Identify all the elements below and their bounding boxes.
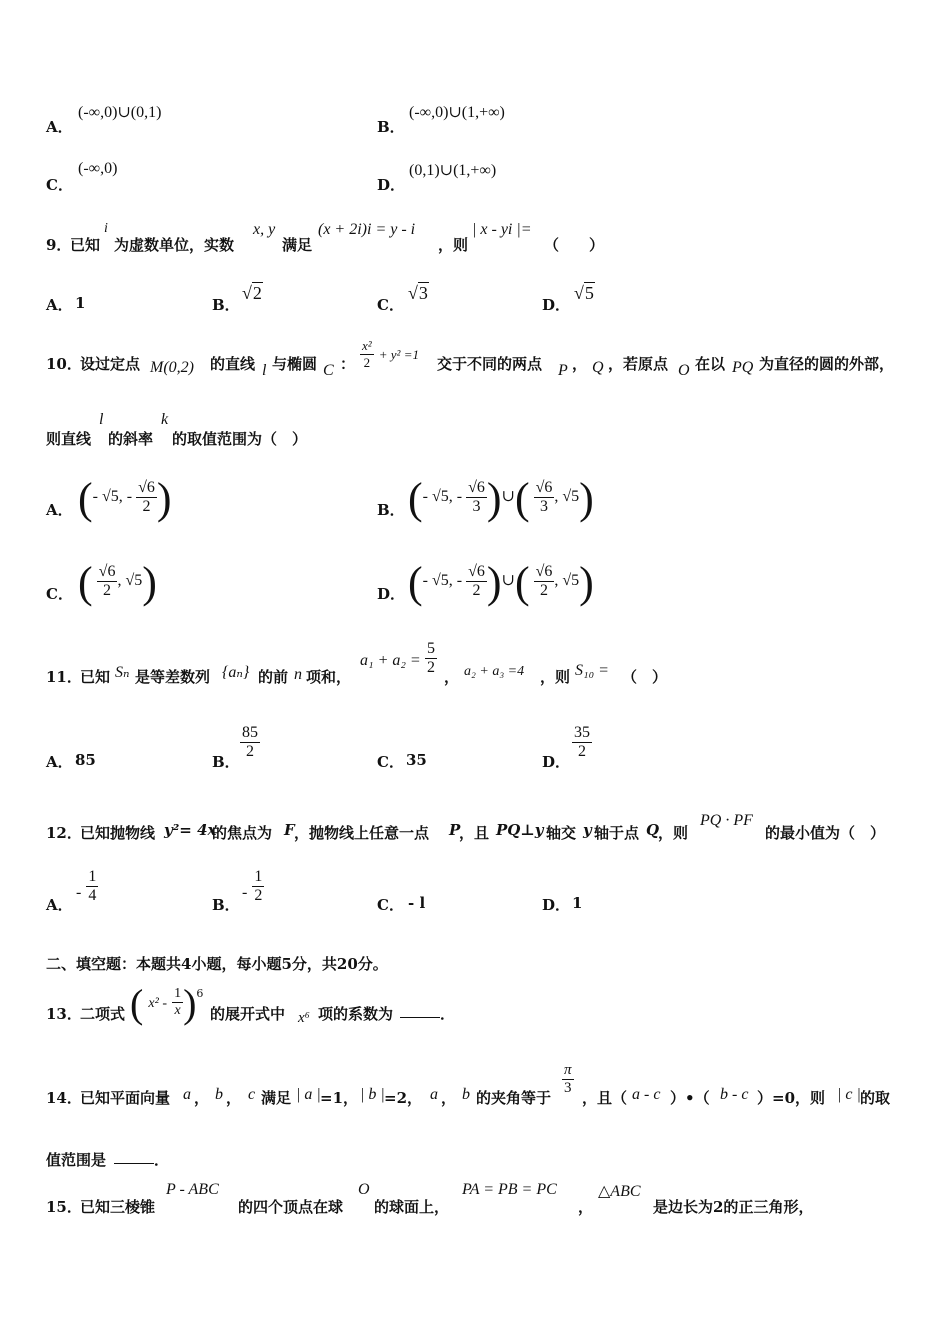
q12-text-8: 的最小值为（ ） xyxy=(765,824,886,842)
q13-text-2: 的展开式中 xyxy=(210,1005,286,1023)
q14-math-pi-third xyxy=(562,1062,574,1097)
q9-option-c-label: C． xyxy=(377,296,404,314)
q8-option-d-label: D． xyxy=(377,176,406,194)
q11-option-a-label: A． xyxy=(46,753,73,771)
q11-text-1: 已知 xyxy=(80,668,111,686)
q10-text-7: ，若原点 xyxy=(608,355,669,373)
q12-math-f: F xyxy=(284,821,295,839)
q14-line2-text-2: ． xyxy=(154,1151,170,1169)
q11-option-d-den: 2 xyxy=(572,742,592,761)
q9-option-a-value: 1 xyxy=(75,294,86,312)
q13-binomial-exponent: 6 xyxy=(196,986,204,1000)
q11-option-a-value: 85 xyxy=(75,751,96,769)
q14-number: 14． xyxy=(46,1089,82,1107)
q9-option-a-label: A． xyxy=(46,296,73,314)
q13-number: 13． xyxy=(46,1005,82,1023)
q10-math-c: C xyxy=(323,362,334,379)
q10-ellipse-rest: + y² =1 xyxy=(378,347,419,362)
q11-option-d-num: 35 xyxy=(574,724,590,741)
q9-option-c-math: √3 xyxy=(408,283,428,303)
q14-text-9: ，且（ xyxy=(582,1089,628,1107)
q15-text-1: 已知三棱锥 xyxy=(80,1198,156,1216)
q10-math-o: O xyxy=(678,362,690,379)
q10-math-l: l xyxy=(262,362,267,379)
q10-option-c-math: ( $\frac{√6}{2}$ , √5) xyxy=(78,558,157,607)
q12-math-q: Q xyxy=(646,821,660,839)
q13-math-x6: x⁶ xyxy=(298,1010,310,1026)
q10-text-4: ： xyxy=(340,355,356,373)
q11-math-sn: Sₙ xyxy=(115,664,130,681)
q13-math-binomial: ( x² - $\frac{1}{x}$ )$^6$ xyxy=(130,981,204,1026)
q12-option-a-math xyxy=(76,868,98,905)
q13-binomial-den: x xyxy=(172,1002,183,1019)
q10-text-9: 为直径的圆的外部， xyxy=(759,355,895,373)
q11-math-s10: S₁₀ = xyxy=(575,662,609,679)
q14-math-a2: a xyxy=(430,1086,438,1103)
q12-option-a-den: 4 xyxy=(88,887,97,904)
q14-math-a-minus-c: a - c xyxy=(632,1086,661,1103)
q12-text-4: ，且 xyxy=(459,824,490,842)
q11-option-b-label: B． xyxy=(212,753,240,771)
q9-paren: （ ） xyxy=(544,236,605,254)
q14-math-abs-a: | a | xyxy=(296,1086,321,1103)
q9-math-i: i xyxy=(104,221,108,236)
q10-option-c-label: C． xyxy=(46,585,73,603)
q13-binomial-num: 1 xyxy=(174,986,182,1001)
q9-option-d-radicand: 5 xyxy=(584,283,594,303)
q10-option-a-math: (- √5, - $\frac{√6}{2}$ ) xyxy=(78,474,172,523)
q14-math-c: c xyxy=(248,1086,256,1103)
q9-math-xy: x, y xyxy=(253,221,276,238)
q12-math-y: y xyxy=(583,821,592,839)
q8-option-c-label: C． xyxy=(46,176,73,194)
q15-text-4: ， xyxy=(578,1198,594,1216)
q9-text-1: 已知 xyxy=(70,236,101,254)
q14-text-5: =1， xyxy=(320,1089,359,1107)
q10-option-d-math: (- √5, - $\frac{√6}{2}$ )∪( $\frac{√6}{2}$ , √5) xyxy=(408,558,594,607)
q14-text-7: ， xyxy=(441,1089,457,1107)
q11-math-sum2: a₂ + a₃ =4 xyxy=(464,664,525,679)
q9-text-3: 满足 xyxy=(282,236,313,254)
q9-option-b-math: √2 xyxy=(242,283,262,303)
q11-option-c-value: 35 xyxy=(406,751,427,769)
q12-number: 12． xyxy=(46,824,82,842)
q11-math-an: {aₙ} xyxy=(222,664,250,681)
q14-text-12: 的取 xyxy=(860,1089,891,1107)
q10-ellipse-denominator: 2 xyxy=(360,354,374,371)
q12-math-pq-perp: PQ⊥y xyxy=(496,821,544,839)
q15-math-o: O xyxy=(358,1181,370,1198)
q15-math-triangle: △ABC xyxy=(598,1183,641,1200)
q14-math-abs-c: | c | xyxy=(837,1086,861,1103)
q10-option-a-label: A． xyxy=(46,501,73,519)
q11-fraction xyxy=(425,640,437,677)
q12-option-b-label: B． xyxy=(212,896,240,914)
q11-number: 11． xyxy=(46,668,82,686)
q14-math-a: a xyxy=(183,1086,191,1103)
q12-option-b-sign: - xyxy=(242,884,248,901)
q12-math-parabola: y²= 4x xyxy=(164,821,217,839)
q12-text-6: 轴于点 xyxy=(594,824,640,842)
q12-text-5: 轴交 xyxy=(546,824,577,842)
q10-option-b-math: (- √5, - $\frac{√6}{3}$ )∪( $\frac{√6}{3}$ , √5) xyxy=(408,474,594,523)
q9-text-4: ，则 xyxy=(438,236,469,254)
q14-text-4: 满足 xyxy=(261,1089,292,1107)
q15-math-equal-edges: PA = PB = PC xyxy=(462,1181,557,1198)
q9-option-b-label: B． xyxy=(212,296,240,314)
q10-line2-text-1: 则直线 xyxy=(46,430,92,448)
q10-text-3: 与椭圆 xyxy=(272,355,318,373)
q15-text-5: 是边长为2的正三角形， xyxy=(653,1198,814,1216)
q9-option-d-label: D． xyxy=(542,296,571,314)
q14-math-abs-b: | b | xyxy=(360,1086,385,1103)
q15-number: 15． xyxy=(46,1198,82,1216)
q9-math-equation: (x + 2i)i = y - i xyxy=(318,221,416,238)
q10-math-point-m: M(0,2) xyxy=(150,359,194,376)
q14-text-10: ）•（ xyxy=(670,1089,710,1107)
q10-text-5: 交于不同的两点 xyxy=(437,355,543,373)
q10-text-6: ， xyxy=(572,355,588,373)
q13-text-4: ． xyxy=(440,1005,456,1023)
q11-text-4: 项和， xyxy=(306,668,352,686)
q11-math-five-halves xyxy=(425,640,437,677)
q13-binomial-x2: x² - xyxy=(148,996,167,1011)
q10-number: 10． xyxy=(46,355,82,373)
q11-option-b-math xyxy=(240,724,260,761)
q10-math-pq: PQ xyxy=(732,359,754,376)
q12-option-c-value: - l xyxy=(408,894,426,912)
q10-line2-text-3: 的取值范围为（ ） xyxy=(172,430,308,448)
q12-option-c-label: C． xyxy=(377,896,404,914)
q12-option-b-num: 1 xyxy=(254,868,263,885)
q14-text-8: 的夹角等于 xyxy=(476,1089,552,1107)
q12-option-b-math xyxy=(242,868,264,905)
q12-text-7: ，则 xyxy=(658,824,689,842)
q10-ellipse-numerator: x² xyxy=(362,338,372,353)
q11-option-d-math xyxy=(572,724,592,761)
q11-fraction-den: 2 xyxy=(427,659,435,676)
q14-text-11: ）=0，则 xyxy=(757,1089,826,1107)
q11-option-c-label: C． xyxy=(377,753,404,771)
q10-option-d-label: D． xyxy=(377,585,406,603)
q10-text-2: 的直线 xyxy=(210,355,256,373)
q10-line2-math-k: k xyxy=(161,411,169,428)
q12-option-a-label: A． xyxy=(46,896,73,914)
q14-text-3: ， xyxy=(226,1089,242,1107)
q10-math-ellipse xyxy=(360,338,419,371)
q13-text-1: 二项式 xyxy=(80,1005,126,1023)
q12-text-3: ，抛物线上任意一点 xyxy=(294,824,430,842)
q8-option-b-label: B． xyxy=(377,118,405,136)
q12-text-1: 已知抛物线 xyxy=(80,824,156,842)
q9-text-2: 为虚数单位，实数 xyxy=(114,236,235,254)
q14-fraction-num: π xyxy=(564,1062,572,1078)
q14-line2-text-1: 值范围是 xyxy=(46,1151,107,1169)
q12-option-a-num: 1 xyxy=(88,868,97,885)
q13-answer-blank[interactable] xyxy=(400,1003,440,1019)
q11-text-2: 是等差数列 xyxy=(135,668,211,686)
q13-text-3: 项的系数为 xyxy=(318,1005,394,1023)
q8-option-b-math: (-∞,0)∪(1,+∞) xyxy=(409,104,505,121)
q10-line2-text-2: 的斜率 xyxy=(108,430,154,448)
q11-option-d-label: D． xyxy=(542,753,571,771)
q10-math-p: P xyxy=(558,362,568,379)
q8-option-c-math: (-∞,0) xyxy=(78,160,118,177)
q11-option-b-den: 2 xyxy=(240,742,260,761)
q15-text-3: 的球面上， xyxy=(374,1198,450,1216)
q11-math-sum1: a₁ + a₂ = xyxy=(360,652,421,669)
q11-text-6: ，则 xyxy=(540,668,571,686)
q9-math-modulus: | x - yi |= xyxy=(472,221,532,238)
q14-math-b2: b xyxy=(462,1086,470,1103)
q12-option-a-sign: - xyxy=(76,884,82,901)
q9-number: 9． xyxy=(46,236,72,254)
q12-option-d-label: D． xyxy=(542,896,571,914)
q11-option-b-num: 85 xyxy=(242,724,258,741)
q10-text-8: 在以 xyxy=(695,355,726,373)
q12-option-d-value: 1 xyxy=(572,894,583,912)
q14-answer-blank[interactable] xyxy=(114,1149,154,1165)
q12-option-b-den: 2 xyxy=(254,887,263,904)
q11-math-n: n xyxy=(294,666,302,683)
q10-text-1: 设过定点 xyxy=(80,355,141,373)
q9-option-c-radicand: 3 xyxy=(418,283,428,303)
q14-fraction-den: 3 xyxy=(562,1079,574,1097)
q11-fraction-num: 5 xyxy=(427,640,435,657)
q9-option-d-math: √5 xyxy=(574,283,594,303)
q10-ellipse-fraction xyxy=(360,338,374,371)
q8-option-a-label: A． xyxy=(46,118,73,136)
q11-paren: （ ） xyxy=(622,668,668,686)
q12-math-dot-product: PQ · PF xyxy=(700,812,753,829)
section-2-heading: 二、填空题：本题共4小题，每小题5分，共20分。 xyxy=(46,955,388,973)
q14-text-2: ， xyxy=(194,1089,210,1107)
q14-math-b-minus-c: b - c xyxy=(720,1086,749,1103)
q11-text-3: 的前 xyxy=(258,668,289,686)
q12-math-p: P xyxy=(449,821,461,839)
q15-math-pyramid: P - ABC xyxy=(166,1181,219,1198)
q15-text-2: 的四个顶点在球 xyxy=(238,1198,344,1216)
q10-line2-math-l: l xyxy=(99,411,104,428)
q8-option-d-math: (0,1)∪(1,+∞) xyxy=(409,162,497,179)
q8-option-a-math: (-∞,0)∪(0,1) xyxy=(78,104,162,121)
q10-option-b-label: B． xyxy=(377,501,405,519)
q10-math-q: Q xyxy=(592,359,604,376)
q14-text-1: 已知平面向量 xyxy=(80,1089,171,1107)
q14-text-6: =2， xyxy=(384,1089,423,1107)
q14-math-b: b xyxy=(215,1086,223,1103)
q9-option-b-radicand: 2 xyxy=(252,283,262,303)
q12-text-2: 的焦点为 xyxy=(212,824,273,842)
q11-text-5: ， xyxy=(444,668,460,686)
